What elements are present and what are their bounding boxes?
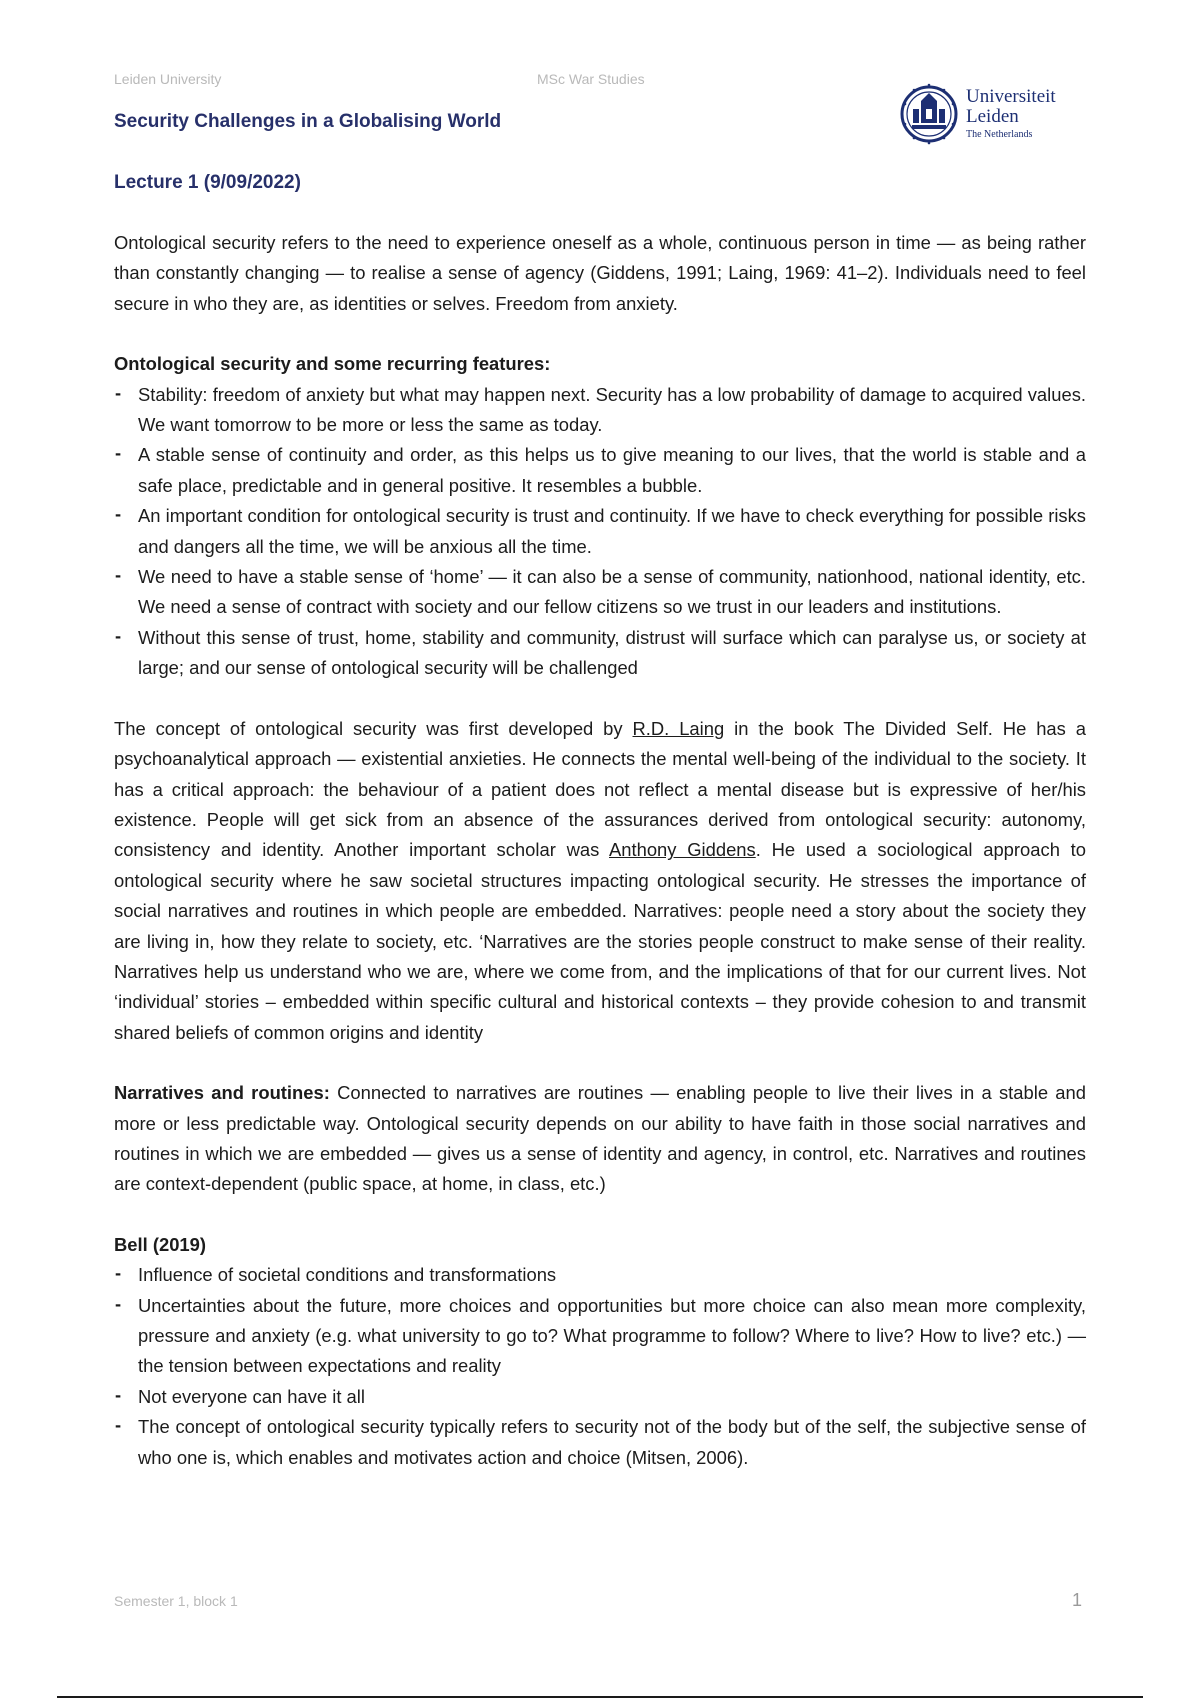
intro-paragraph: Ontological security refers to the need to experience oneself as a whole, continuous person in time — as being rather than constantly changing — to realise a sense of agency (Giddens, 1991; Laing, 1969: 41–2). Individuals need to feel secure in who they are, as identities or selves. Freedom from anxiety. [114, 232, 1086, 314]
university-logo [900, 74, 1090, 154]
bell-heading: Bell (2019) [114, 1233, 206, 1255]
logo-line-netherlands: The Netherlands [966, 129, 1033, 141]
bell-list [114, 1260, 1086, 1473]
document-body [114, 228, 1086, 1473]
concept-text-1: The concept of ontological security was first developed by [114, 717, 633, 739]
list-item: - The concept of ontological security typically refers to security not of the body but of the self, the subjective sense of who one is, which enables and motivates action and choice (Mitsen, 2006). [114, 1412, 1086, 1473]
giddens-link[interactable]: Anthony Giddens [609, 839, 756, 861]
concept-text-3: . He used a sociological approach to ontological security where he saw societal structures impacting ontological security. He stresses the importance of social narratives and routines in which people are embedded. Narratives: people need a story about the society they are living in, how they relate to society, etc. ‘Narratives are the stories people construct to make sense of their reality. Narratives help us understand who we are, where we come from, and the implications of that for our current lives. Not ‘individual’ stories – embedded within specific cultural and historical contexts – they provide cohesion to and transmit shared beliefs of common origins and identity [114, 839, 1086, 1043]
logo-line-universiteit: Universiteit [966, 86, 1056, 108]
features-heading: Ontological security and some recurring features: [114, 353, 551, 375]
laing-link[interactable]: R.D. Laing [632, 717, 725, 739]
page-number: 1 [1072, 1590, 1083, 1610]
footer-semester: Semester 1, block 1 [114, 1593, 238, 1609]
concept-paragraph [114, 714, 1086, 1048]
university-seal-icon [900, 79, 958, 149]
list-item: - We need to have a stable sense of ‘home’ — it can also be a sense of community, nationhood, national identity, etc. We need a sense of contract with society and our fellow citizens so we trust in our leaders and institutions. [114, 562, 1086, 623]
lecture-title: Lecture 1 (9/09/2022) [114, 172, 301, 193]
features-list [114, 380, 1086, 684]
list-item: - Without this sense of trust, home, stability and community, distrust will surface which can paralyse us, or society at large; and our sense of ontological security will be challenged [114, 623, 1086, 684]
narratives-paragraph [114, 1078, 1086, 1200]
logo-line-leiden: Leiden [966, 106, 1019, 128]
narratives-text: Connected to narratives are routines — enabling people to live their lives in a stable and more or less predictable way. Ontological security depends on our ability to have faith in those social narratives and routines in which we are embedded — gives us a sense of identity and agency, in control, etc. Narratives and routines are context-dependent (public space, at home, in class, etc.) [114, 1082, 1086, 1195]
header-university: Leiden University [114, 71, 222, 87]
header-programme: MSc War Studies [537, 71, 645, 87]
list-item: - Stability: freedom of anxiety but what may happen next. Security has a low probability of damage to acquired values. We want tomorrow to be more or less the same as today. [114, 380, 1086, 441]
bottom-divider [57, 1696, 1143, 1698]
list-item: - Influence of societal conditions and transformations [114, 1260, 1086, 1290]
list-item: - An important condition for ontological security is trust and continuity. If we have to check everything for possible risks and dangers all the time, we will be anxious all the time. [114, 501, 1086, 562]
list-item: - A stable sense of continuity and order, as this helps us to give meaning to our lives, that the world is stable and a safe place, predictable and in general positive. It resembles a bubble. [114, 440, 1086, 501]
concept-text-2: in the book The Divided Self. He has a psychoanalytical approach — existential anxieties. He connects the mental well-being of the individual to the society. It has a critical approach: the behaviour of a patient does not reflect a mental disease but is expressive of her/his existence. People will get sick from an absence of the assurances derived from ontological security: autonomy, consistency and identity. Another important scholar was [114, 717, 1086, 861]
narratives-label: Narratives and routines: [114, 1082, 330, 1104]
list-item: - Uncertainties about the future, more choices and opportunities but more choice can also mean more complexity, pressure and anxiety (e.g. what university to go to? What programme to follow? Where to live? How to live? etc.) — the tension between expectations and reality [114, 1291, 1086, 1382]
list-item: - Not everyone can have it all [114, 1382, 1086, 1412]
course-title: Security Challenges in a Globalising World [114, 111, 502, 132]
